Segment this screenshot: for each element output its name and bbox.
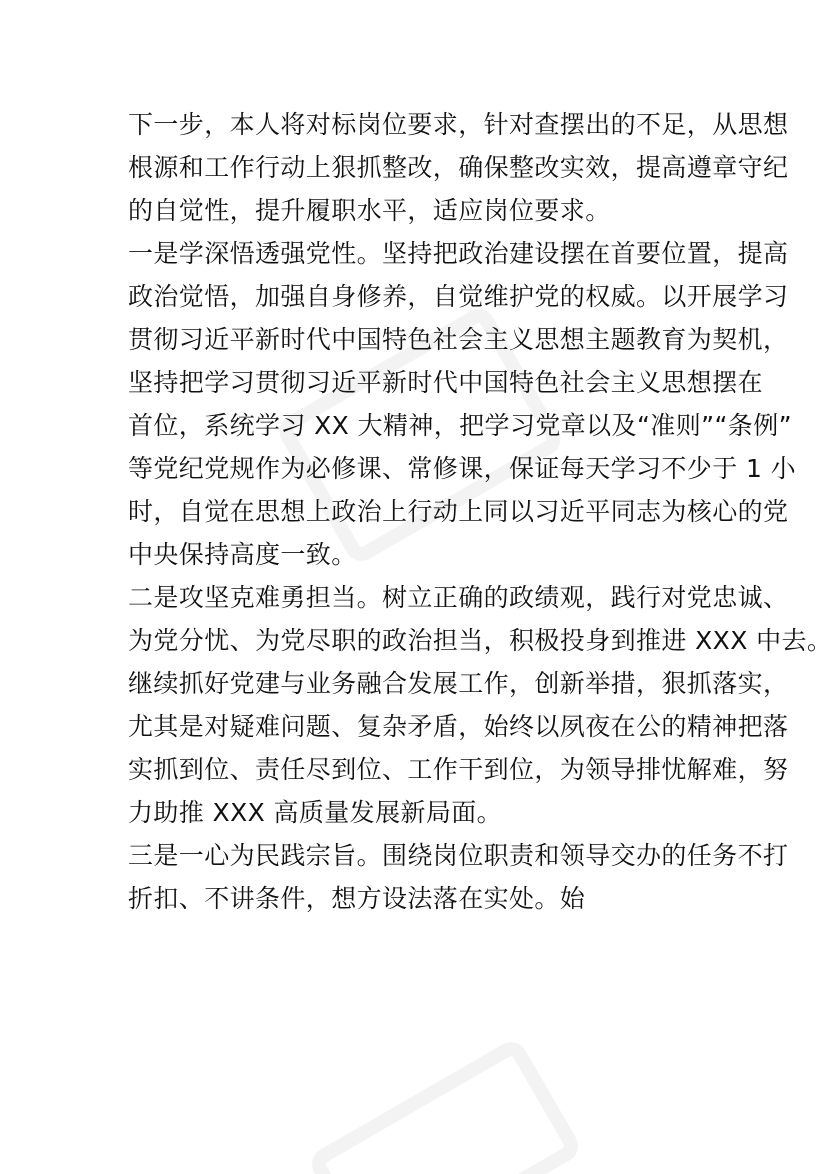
paragraph-2-line-1: 一是学深悟透强党性。坚持把政治建设摆在首要位置，提高 — [128, 239, 789, 268]
paragraph-3-line-5: 实抓到位、责任尽到位、工作干到位，为领导排忧解难，努 — [128, 755, 789, 784]
paragraph-2-line-3: 贯彻习近平新时代中国特色社会主义思想主题教育为契机， — [128, 325, 789, 354]
paragraph-2-line-4: 坚持把学习贯彻习近平新时代中国特色社会主义思想摆在 — [128, 368, 764, 397]
paragraph-4-line-1: 三是一心为民践宗旨。围绕岗位职责和领导交办的任务不打 — [128, 841, 789, 870]
paragraph-3-line-1: 二是攻坚克难勇担当。树立正确的政绩观，践行对党忠诚、 — [128, 583, 789, 612]
paragraph-2-line-5: 首位，系统学习 XX 大精神，把学习党章以及“准则”“条例” — [128, 411, 792, 440]
paragraph-1-line-3: 的自觉性，提升履职水平，适应岗位要求。 — [128, 196, 611, 225]
paragraph-1-line-2: 根源和工作行动上狠抓整改，确保整改实效，提高遵章守纪 — [128, 153, 789, 182]
paragraph-2-line-6: 等党纪党规作为必修课、常修课，保证每天学习不少于 1 小 — [128, 454, 797, 483]
paragraph-2-line-8: 中央保持高度一致。 — [128, 540, 357, 569]
paragraph-2-line-2: 政治觉悟，加强自身修养，自觉维护党的权威。以开展学习 — [128, 282, 789, 311]
paragraph-3-line-3: 继续抓好党建与业务融合发展工作，创新举措，狠抓落实， — [128, 669, 789, 698]
paragraph-3-line-4: 尤其是对疑难问题、复杂矛盾，始终以夙夜在公的精神把落 — [128, 712, 789, 741]
paragraph-2-line-7: 时，自觉在思想上政治上行动上同以习近平同志为核心的党 — [128, 497, 789, 526]
paragraph-3-line-2: 为党分忧、为党尽职的政治担当，积极投身到推进 XXX 中去。 — [128, 626, 832, 655]
paragraph-3-line-6: 力助推 XXX 高质量发展新局面。 — [128, 798, 503, 827]
paragraph-4-line-2: 折扣、不讲条件，想方设法落在实处。始 — [128, 884, 586, 913]
paragraph-1-line-1: 下一步，本人将对标岗位要求，针对查摆出的不足，从思想 — [128, 110, 789, 139]
